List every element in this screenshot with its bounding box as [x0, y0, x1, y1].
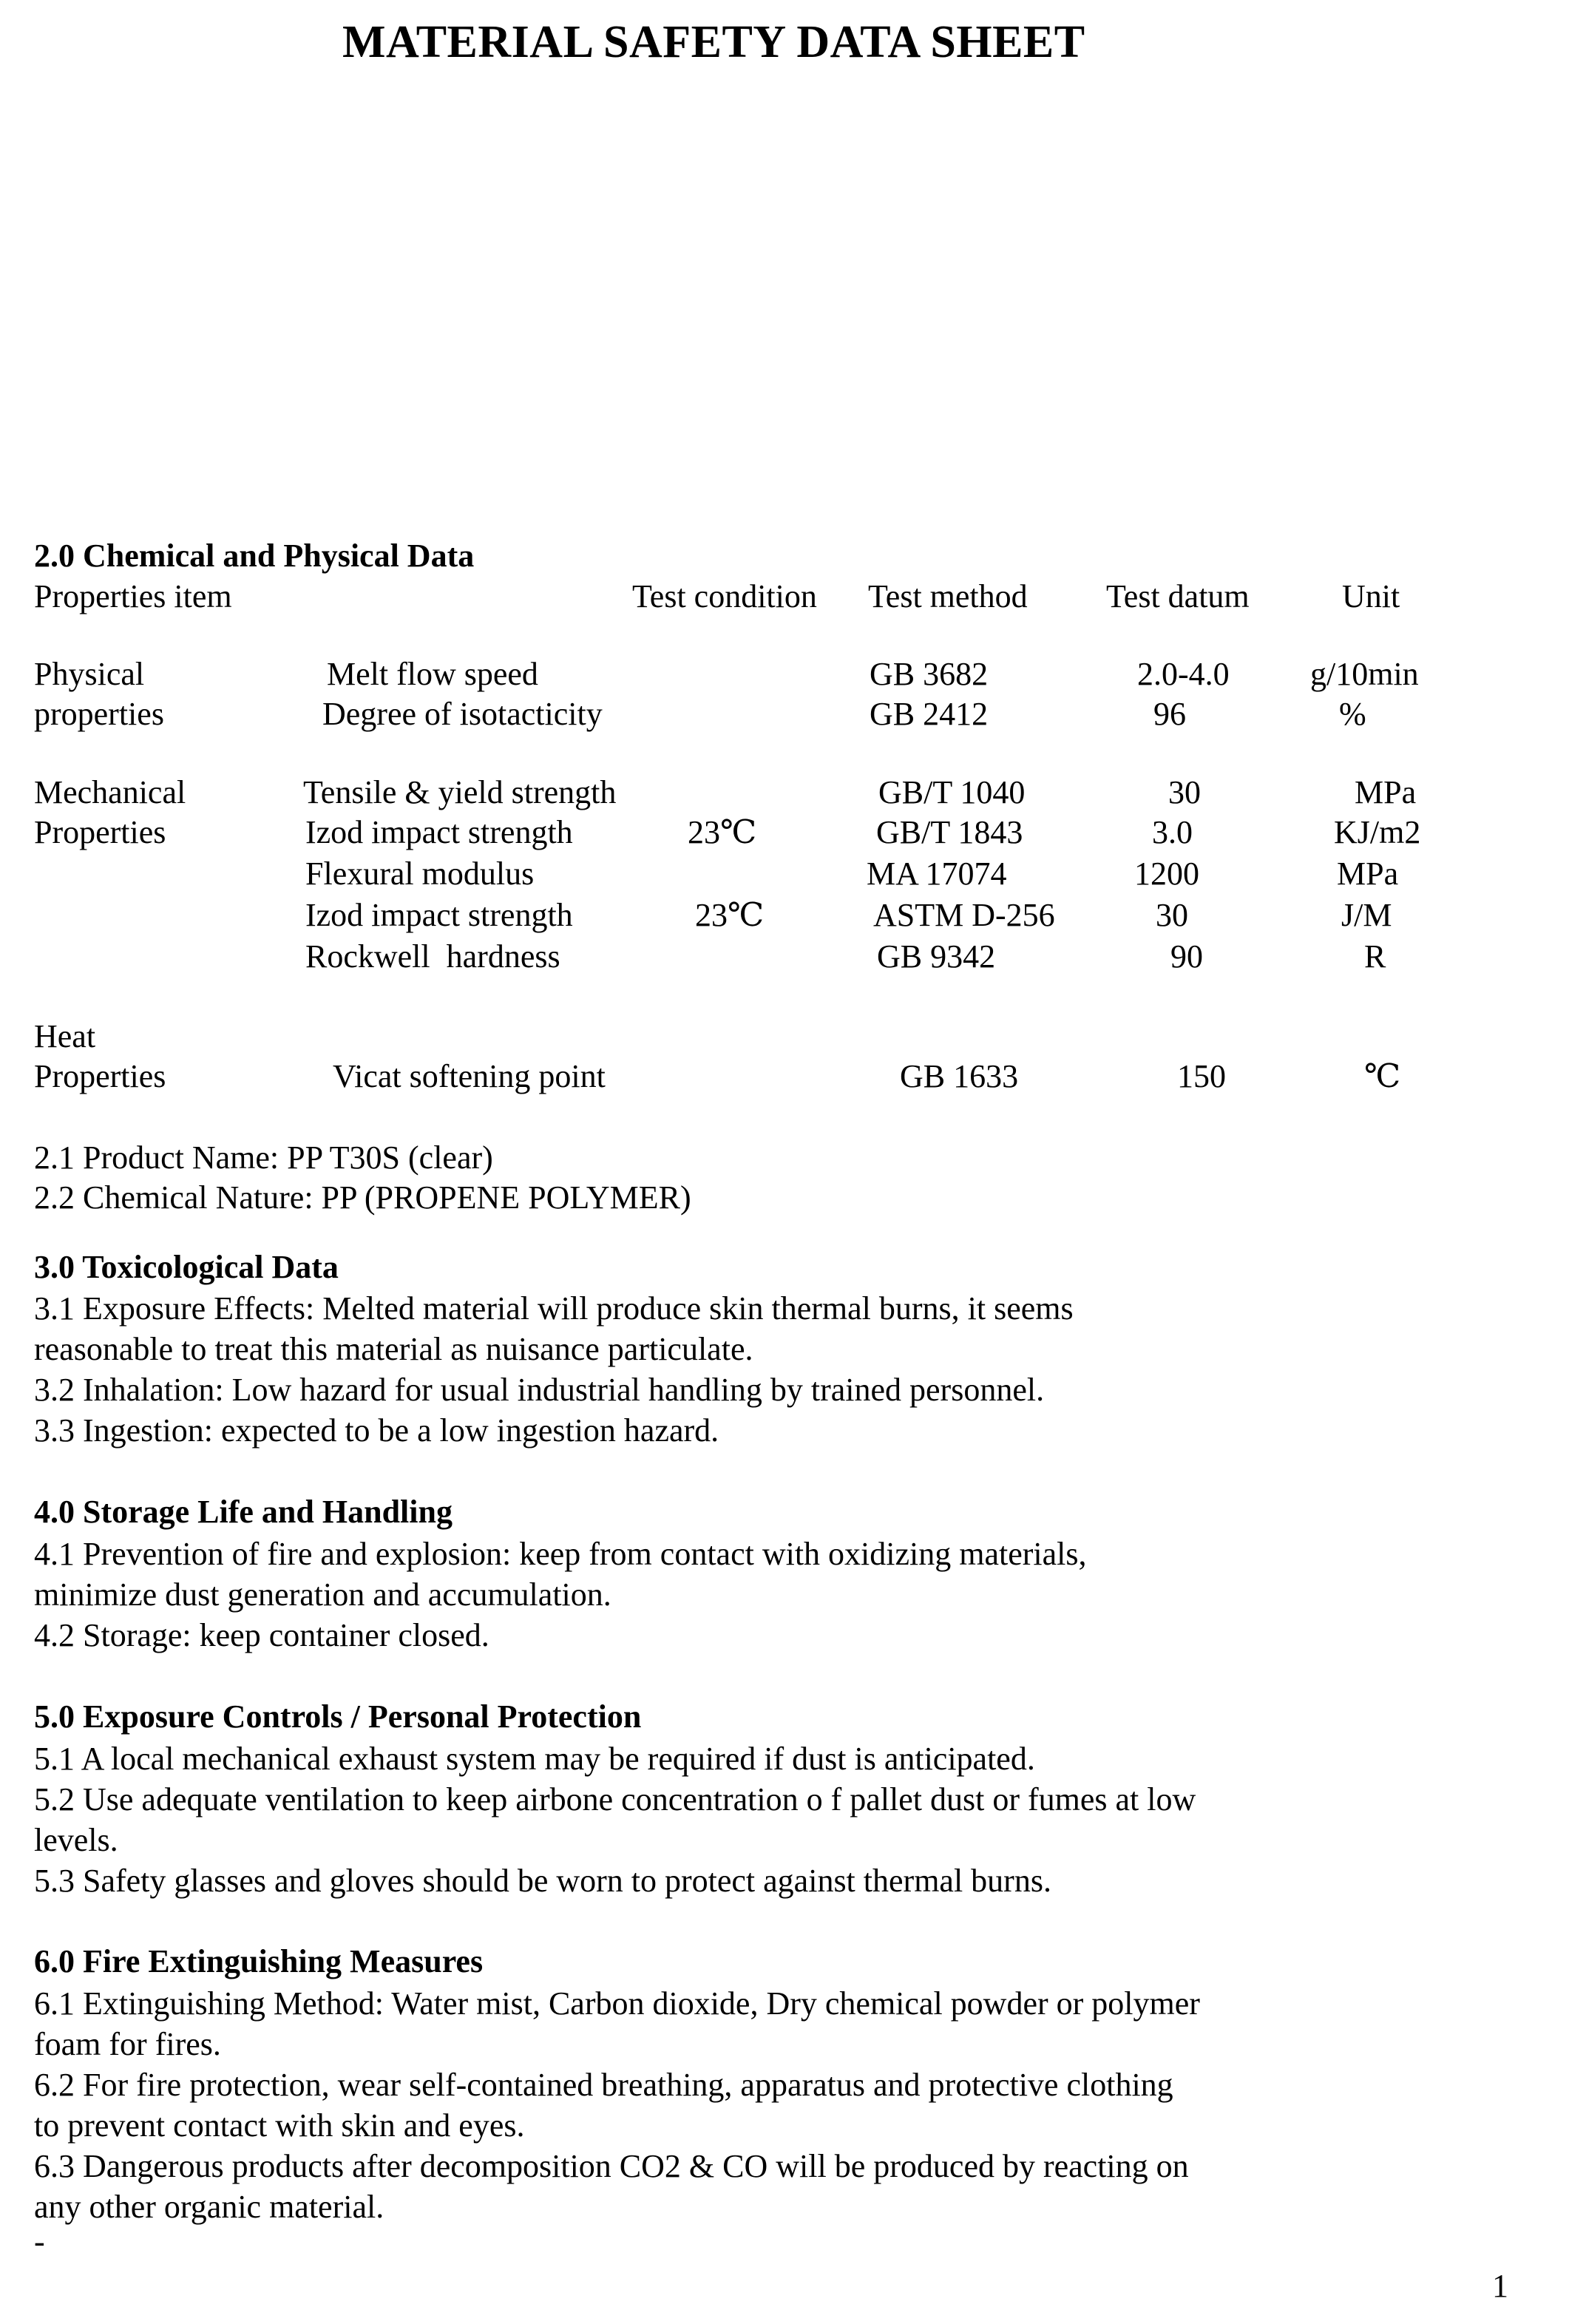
- section-5-line: 5.3 Safety glasses and gloves should be worn to protect against thermal burns.: [34, 1863, 1051, 1899]
- section-2-heading: 2.0 Chemical and Physical Data: [34, 538, 475, 574]
- table-row-property: Melt flow speed: [327, 656, 538, 692]
- table-row-datum: 1200: [1134, 856, 1199, 892]
- page-number: 1: [1492, 2268, 1508, 2304]
- col-header-method: Test method: [868, 578, 1028, 614]
- col-header-datum: Test datum: [1106, 578, 1250, 614]
- table-row-method: GB/T 1843: [876, 814, 1023, 850]
- table-row-method: MA 17074: [867, 856, 1007, 892]
- section-4-line: 4.2 Storage: keep container closed.: [34, 1617, 489, 1653]
- section-2-line: 2.2 Chemical Nature: PP (PROPENE POLYMER): [34, 1179, 691, 1216]
- section-6-line: foam for fires.: [34, 2026, 221, 2062]
- table-row-datum: 30: [1168, 774, 1201, 810]
- table-row-datum: 3.0: [1152, 814, 1193, 850]
- table-row-group: properties: [34, 696, 164, 732]
- section-6-line: 6.3 Dangerous products after decomposition CO2 & CO will be produced by reacting on: [34, 2148, 1189, 2184]
- section-3-line: 3.1 Exposure Effects: Melted material will produce skin thermal burns, it seems: [34, 1290, 1074, 1327]
- section-5-line: 5.2 Use adequate ventilation to keep airbone concentration o f pallet dust or fumes at low: [34, 1781, 1196, 1817]
- table-row-unit: R: [1364, 938, 1386, 975]
- table-row-unit: %: [1339, 696, 1366, 732]
- table-row-datum: 150: [1177, 1058, 1226, 1094]
- section-3-line: 3.3 Ingestion: expected to be a low ingestion hazard.: [34, 1412, 719, 1449]
- section-6-line: any other organic material.: [34, 2189, 384, 2225]
- table-row-property: Rockwell hardness: [305, 938, 560, 975]
- section-6-line: 6.1 Extinguishing Method: Water mist, Carbon dioxide, Dry chemical powder or polymer: [34, 1985, 1200, 2022]
- section-6-line: to prevent contact with skin and eyes.: [34, 2107, 525, 2144]
- section-4-line: 4.1 Prevention of fire and explosion: keep from contact with oxidizing materials,: [34, 1536, 1087, 1572]
- table-row-property: Tensile & yield strength: [303, 774, 617, 810]
- section-6-heading: 6.0 Fire Extinguishing Measures: [34, 1943, 484, 1979]
- section-3-line: 3.2 Inhalation: Low hazard for usual industrial handling by trained personnel.: [34, 1372, 1045, 1408]
- table-row-datum: 30: [1156, 897, 1188, 933]
- section-2-line: 2.1 Product Name: PP T30S (clear): [34, 1139, 493, 1176]
- trailing-dash: -: [34, 2223, 45, 2260]
- table-row-method: ASTM D-256: [873, 897, 1055, 933]
- table-row-datum: 90: [1170, 938, 1203, 975]
- table-row-method: GB/T 1040: [878, 774, 1026, 810]
- table-row-group: Mechanical: [34, 774, 186, 810]
- table-row-datum: 2.0-4.0: [1137, 656, 1230, 692]
- table-row-condition: 23℃: [688, 814, 757, 850]
- table-row-group: Properties: [34, 1058, 166, 1094]
- col-header-unit: Unit: [1342, 578, 1400, 614]
- table-row-property: Flexural modulus: [305, 856, 535, 892]
- col-header-item: Properties item: [34, 578, 232, 614]
- table-row-method: GB 3682: [870, 656, 989, 692]
- section-5-heading: 5.0 Exposure Controls / Personal Protection: [34, 1698, 642, 1735]
- table-row-method: GB 9342: [877, 938, 996, 975]
- section-5-line: 5.1 A local mechanical exhaust system may be required if dust is anticipated.: [34, 1741, 1035, 1777]
- table-row-property: Degree of isotacticity: [322, 696, 603, 732]
- table-row-group: Properties: [34, 814, 166, 850]
- table-row-group: Heat: [34, 1018, 96, 1054]
- col-header-condition: Test condition: [632, 578, 817, 614]
- table-row-unit: ℃: [1364, 1058, 1401, 1094]
- table-row-property: Izod impact strength: [305, 814, 573, 850]
- section-4-heading: 4.0 Storage Life and Handling: [34, 1494, 453, 1530]
- section-3-heading: 3.0 Toxicological Data: [34, 1249, 339, 1285]
- table-row-unit: J/M: [1341, 897, 1392, 933]
- section-5-line: levels.: [34, 1822, 118, 1858]
- table-row-datum: 96: [1153, 696, 1186, 732]
- table-row-unit: KJ/m2: [1334, 814, 1421, 850]
- section-3-line: reasonable to treat this material as nuisance particulate.: [34, 1331, 753, 1367]
- table-row-unit: g/10min: [1310, 656, 1419, 692]
- table-row-condition: 23℃: [695, 897, 765, 933]
- table-row-property: Izod impact strength: [305, 897, 573, 933]
- section-4-line: minimize dust generation and accumulation.: [34, 1576, 611, 1613]
- section-6-line: 6.2 For fire protection, wear self-contained breathing, apparatus and protective clothing: [34, 2067, 1173, 2103]
- document-title: MATERIAL SAFETY DATA SHEET: [342, 17, 1085, 67]
- table-row-unit: MPa: [1355, 774, 1417, 810]
- table-row-method: GB 1633: [900, 1058, 1019, 1094]
- table-row-method: GB 2412: [870, 696, 989, 732]
- table-row-unit: MPa: [1337, 856, 1399, 892]
- table-row-group: Physical: [34, 656, 145, 692]
- table-row-property: Vicat softening point: [333, 1058, 606, 1094]
